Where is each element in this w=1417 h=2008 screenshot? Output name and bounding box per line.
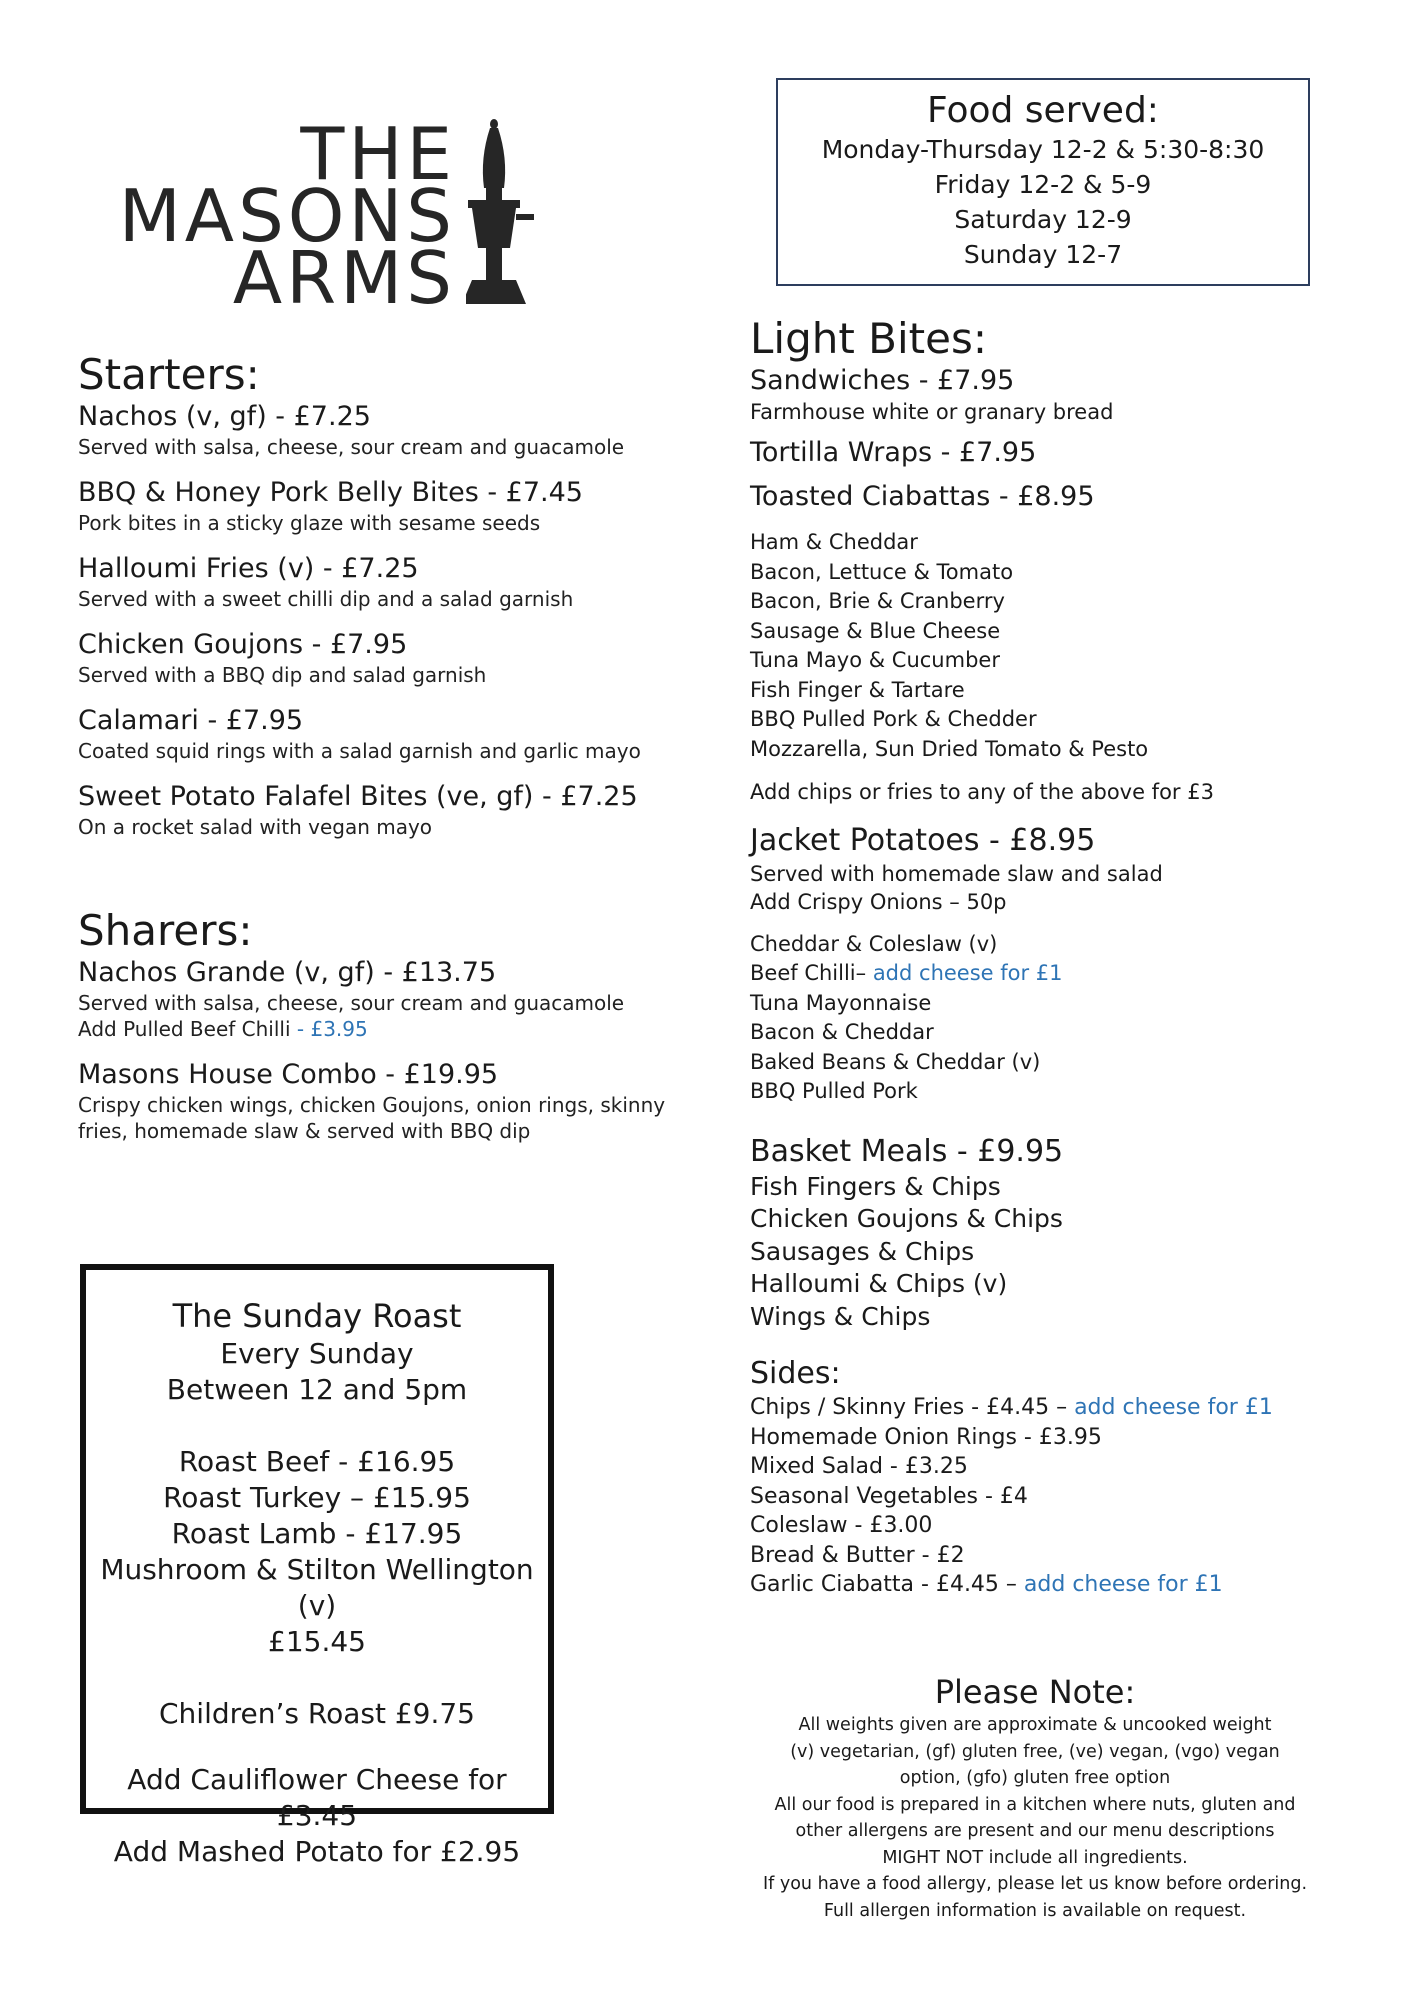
add-cheese-note: add cheese for £1: [866, 961, 1063, 985]
item-name: Chicken Goujons - £7.95: [78, 629, 408, 660]
jacket-fillings: [750, 930, 1350, 1107]
list-item: Homemade Onion Rings - £3.95: [750, 1424, 1102, 1450]
list-item: Chicken Goujons & Chips: [750, 1204, 1063, 1233]
item-name: BBQ & Honey Pork Belly Bites - £7.45: [78, 477, 583, 508]
list-item: [750, 959, 1350, 989]
list-item: [750, 1570, 1350, 1600]
list-item: Bacon & Cheddar: [750, 1020, 934, 1044]
jacket-potatoes-title: Jacket Potatoes - £8.95: [750, 822, 1096, 858]
starters-section: [78, 350, 698, 856]
list-item: Tuna Mayonnaise: [750, 990, 932, 1015]
menu-item: [78, 552, 698, 612]
roast-line: Every Sunday: [220, 1337, 414, 1370]
item-name: Toasted Ciabattas - £8.95: [750, 481, 1095, 512]
logo-text-the: THE: [300, 112, 456, 196]
menu-item: [78, 704, 698, 764]
served-line: Friday 12-2 & 5-9: [934, 170, 1152, 199]
item-desc: Farmhouse white or granary bread: [750, 400, 1114, 424]
list-item: Wings & Chips: [750, 1301, 931, 1331]
item-add-on: Add chips or fries to any of the above for £3: [750, 780, 1214, 804]
list-item: Halloumi & Chips (v): [750, 1269, 1008, 1298]
list-item: Sausage & Blue Cheese: [750, 618, 1001, 643]
item-desc: fries, homemade slaw & served with BBQ dip: [78, 1119, 531, 1143]
basket-list: [750, 1171, 1350, 1334]
item-desc: Served with salsa, cheese, sour cream and guacamole: [78, 991, 625, 1015]
roast-add-on: Add Mashed Potato for £2.95: [113, 1835, 521, 1868]
list-item: BBQ Pulled Pork & Chedder: [750, 707, 1037, 731]
roast-line: Between 12 and 5pm: [166, 1373, 468, 1406]
sides-title: Sides:: [750, 1356, 841, 1391]
item-desc: On a rocket salad with vegan mayo: [78, 815, 433, 839]
served-line: Sunday 12-7: [963, 240, 1123, 269]
item-name: Sweet Potato Falafel Bites (ve, gf) - £7.25: [78, 781, 638, 812]
list-item: BBQ Pulled Pork: [750, 1079, 918, 1103]
note-line: MIGHT NOT include all ingredients.: [882, 1847, 1188, 1868]
menu-item: [78, 1058, 698, 1144]
roast-item: Roast Beef - £16.95: [178, 1445, 456, 1478]
list-item: Sausages & Chips: [750, 1236, 975, 1266]
note-line: other allergens are present and our menu descriptions: [795, 1821, 1275, 1841]
item-desc: Served with salsa, cheese, sour cream and guacamole: [78, 435, 625, 459]
light-bites-title: Light Bites:: [750, 314, 987, 363]
sharers-section: [78, 906, 698, 1160]
basket-meals-title: Basket Meals - £9.95: [750, 1133, 1064, 1169]
list-item: Fish Fingers & Chips: [750, 1171, 1001, 1201]
fillings-list: [750, 528, 1350, 764]
list-item: Seasonal Vegetables - £4: [750, 1483, 1028, 1509]
please-note-title: Please Note:: [934, 1673, 1136, 1711]
list-item-label: Beef Chilli–: [750, 961, 867, 985]
logo-text-arms: ARMS: [232, 236, 456, 320]
roast-title: The Sunday Roast: [172, 1297, 462, 1335]
item-desc: Served with a sweet chilli dip and a salad garnish: [78, 587, 574, 611]
list-item-label: Chips / Skinny Fries - £4.45 –: [750, 1395, 1068, 1420]
item-desc: Served with homemade slaw and salad: [750, 861, 1163, 886]
sunday-roast-box: [80, 1264, 554, 1868]
menu-item: [78, 400, 698, 460]
sides-list: [750, 1393, 1350, 1600]
note-line: All weights given are approximate & uncooked weight: [798, 1715, 1272, 1735]
add-cheese-note: add cheese for £1: [1067, 1395, 1273, 1420]
roast-item: Mushroom & Stilton Wellington (v): [100, 1553, 534, 1622]
food-served-box: [776, 78, 1310, 286]
add-on-price: - £3.95: [290, 1017, 368, 1041]
item-name: Masons House Combo - £19.95: [78, 1059, 499, 1090]
item-desc: Crispy chicken wings, chicken Goujons, onion rings, skinny: [78, 1093, 666, 1117]
list-item: Cheddar & Coleslaw (v): [750, 931, 998, 956]
item-name: Tortilla Wraps - £7.95: [750, 437, 1037, 468]
list-item-label: Garlic Ciabatta - £4.45 –: [750, 1572, 1017, 1597]
list-item: Tuna Mayo & Cucumber: [750, 648, 1000, 672]
menu-item: [78, 476, 698, 536]
food-served-title: Food served:: [927, 90, 1159, 131]
item-name: Nachos Grande (v, gf) - £13.75: [78, 957, 497, 988]
served-line: Saturday 12-9: [954, 205, 1132, 234]
masons-arms-logo: [118, 112, 548, 320]
list-item: Bacon, Brie & Cranberry: [750, 589, 1005, 613]
list-item: Bacon, Lettuce & Tomato: [750, 559, 1014, 584]
note-line: Full allergen information is available on request.: [823, 1900, 1247, 1921]
note-line: option, (gfo) gluten free option: [899, 1768, 1171, 1788]
item-name: Sandwiches - £7.95: [750, 365, 1015, 396]
note-line: If you have a food allergy, please let us know before ordering.: [762, 1874, 1308, 1894]
note-line: (v) vegetarian, (gf) gluten free, (ve) vegan, (vgo) vegan: [790, 1741, 1280, 1762]
roast-item: Roast Turkey – £15.95: [163, 1481, 471, 1514]
item-desc: Coated squid rings with a salad garnish and garlic mayo: [78, 739, 641, 763]
menu-item: [78, 628, 698, 688]
beer-pump-icon: [466, 118, 548, 310]
list-item: [750, 1393, 1350, 1423]
roast-add-on: Add Cauliflower Cheese for £3.45: [127, 1763, 507, 1832]
list-item: Ham & Cheddar: [750, 530, 918, 554]
item-add-on: [78, 1016, 698, 1042]
roast-item-price: £15.45: [268, 1625, 366, 1658]
list-item: Coleslaw - £3.00: [750, 1513, 933, 1538]
add-on-label: Add Pulled Beef Chilli: [78, 1017, 291, 1041]
roast-item: Children’s Roast £9.75: [159, 1697, 475, 1730]
item-desc: Served with a BBQ dip and salad garnish: [78, 663, 487, 687]
served-line: Monday-Thursday 12-2 & 5:30-8:30: [821, 135, 1265, 164]
please-note-section: [748, 1672, 1322, 1924]
sharers-title: Sharers:: [78, 906, 253, 955]
item-name: Calamari - £7.95: [78, 705, 304, 736]
light-bites-section: [750, 314, 1350, 1600]
item-name: Halloumi Fries (v) - £7.25: [78, 553, 419, 584]
item-desc: Pork bites in a sticky glaze with sesame seeds: [78, 511, 541, 535]
item-desc: Add Crispy Onions – 50p: [750, 889, 1007, 914]
menu-item: [78, 956, 698, 1042]
list-item: Fish Finger & Tartare: [750, 677, 965, 702]
roast-item: Roast Lamb - £17.95: [171, 1517, 463, 1550]
add-cheese-note: add cheese for £1: [1016, 1572, 1223, 1597]
list-item: Baked Beans & Cheddar (v): [750, 1049, 1041, 1074]
list-item: Mixed Salad - £3.25: [750, 1454, 968, 1479]
note-line: All our food is prepared in a kitchen where nuts, gluten and: [774, 1794, 1296, 1815]
item-name: Nachos (v, gf) - £7.25: [78, 401, 371, 432]
logo-text-masons: MASONS: [118, 174, 456, 258]
starters-title: Starters:: [78, 350, 260, 399]
list-item: Mozzarella, Sun Dried Tomato & Pesto: [750, 736, 1149, 761]
menu-item: [78, 780, 698, 840]
list-item: Bread & Butter - £2: [750, 1542, 965, 1568]
